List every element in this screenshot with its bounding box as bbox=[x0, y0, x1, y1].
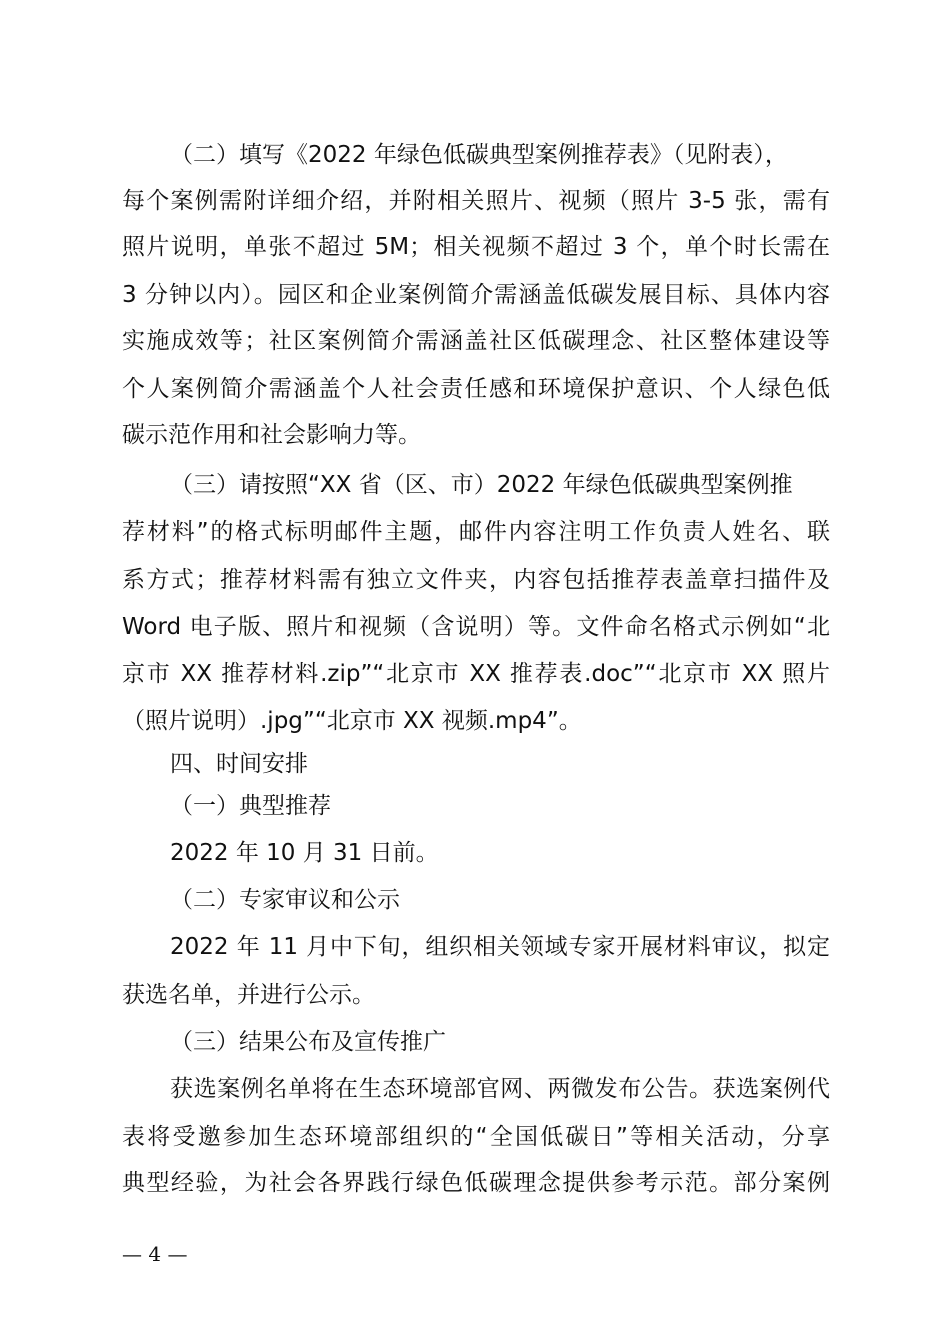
paragraph-line: （二）填写《2022 年绿色低碳典型案例推荐表》（见附表）， bbox=[170, 142, 788, 168]
paragraph-line: 获选案例名单将在生态环境部官网、两微发布公告。获选案例代 bbox=[170, 1076, 830, 1102]
paragraph-line: 每个案例需附详细介绍，并附相关照片、视频（照片 3-5 张，需有 bbox=[122, 188, 830, 214]
paragraph-line: （三）请按照“XX 省（区、市）2022 年绿色低碳典型案例推 bbox=[170, 472, 793, 498]
paragraph-line: 3 分钟以内）。园区和企业案例简介需涵盖低碳发展目标、具体内容 bbox=[122, 282, 830, 308]
paragraph-line: 2022 年 10 月 31 日前。 bbox=[170, 840, 439, 866]
page-number: — 4 — bbox=[122, 1242, 188, 1266]
paragraph-line: 个人案例简介需涵盖个人社会责任感和环境保护意识、个人绿色低 bbox=[122, 376, 830, 402]
paragraph-line: 照片说明，单张不超过 5M；相关视频不超过 3 个，单个时长需在 bbox=[122, 234, 830, 260]
paragraph-line: （照片说明）.jpg”“北京市 XX 视频.mp4”。 bbox=[122, 708, 582, 734]
paragraph-line: 系方式；推荐材料需有独立文件夹，内容包括推荐表盖章扫描件及 bbox=[122, 567, 830, 593]
paragraph-line: 获选名单，并进行公示。 bbox=[122, 982, 375, 1008]
section-heading: 四、时间安排 bbox=[170, 751, 308, 777]
paragraph-line: 典型经验，为社会各界践行绿色低碳理念提供参考示范。部分案例 bbox=[122, 1170, 830, 1196]
subsection-heading: （一）典型推荐 bbox=[170, 793, 331, 819]
paragraph-line: 荐材料”的格式标明邮件主题，邮件内容注明工作负责人姓名、联 bbox=[122, 519, 830, 545]
paragraph-line: Word 电子版、照片和视频（含说明）等。文件命名格式示例如“北 bbox=[122, 614, 830, 640]
paragraph-line: 实施成效等；社区案例简介需涵盖社区低碳理念、社区整体建设等 bbox=[122, 328, 830, 354]
paragraph-line: 京市 XX 推荐材料.zip”“北京市 XX 推荐表.doc”“北京市 XX 照片 bbox=[122, 661, 830, 687]
subsection-heading: （三）结果公布及宣传推广 bbox=[170, 1029, 446, 1055]
paragraph-line: 碳示范作用和社会影响力等。 bbox=[122, 422, 421, 448]
paragraph-line: 2022 年 11 月中下旬，组织相关领域专家开展材料审议，拟定 bbox=[170, 934, 830, 960]
subsection-heading: （二）专家审议和公示 bbox=[170, 887, 400, 913]
paragraph-line: 表将受邀参加生态环境部组织的“全国低碳日”等相关活动，分享 bbox=[122, 1124, 830, 1150]
